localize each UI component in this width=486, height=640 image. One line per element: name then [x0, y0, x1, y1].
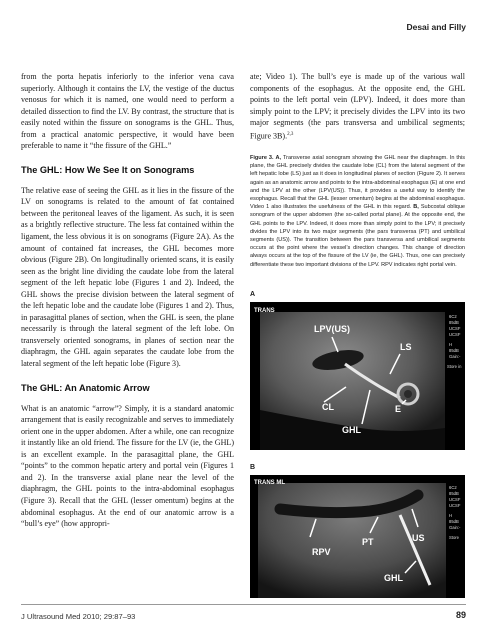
figure-b-info-5: 85dB	[449, 519, 459, 524]
figure-b-sonogram-graphic	[250, 475, 465, 598]
figure-a-info-0: 6C2	[449, 314, 457, 319]
figure-b-panel-label: B	[250, 464, 256, 471]
figure-a-panel-label: A	[250, 291, 256, 298]
figure-a-mode-text: TRANS	[254, 308, 275, 314]
footer-page-number: 89	[455, 610, 466, 620]
figure-a-side-info	[447, 314, 462, 369]
figure-b-side-info	[449, 485, 461, 540]
footer-rule	[21, 604, 466, 605]
figure-a-label-lpv: LPV(US)	[314, 324, 350, 334]
figure-b-info-7: Store	[449, 535, 460, 540]
figure-a-info-2: UCSF	[449, 326, 461, 331]
figure-caption-label: Figure 3.	[250, 154, 274, 161]
figure-a-label-ls: LS	[400, 342, 412, 352]
figure-b-info-1: 85dB	[449, 491, 459, 496]
intro-paragraph: from the porta hepatis inferiorly to the inferior vena cava superiorly. Although it contains the LV, the vestige of the ductus venosus for which it is named, one would need to perform a detailed dissection to find the LV. By contrast, the structure that is easily noted within the fissure on sonograms is the GHL. Thus, from a practical anatomic perspective, it would have been preferable to name it “the fissure of the GHL.”	[21, 72, 234, 151]
figure-b-label-us: US	[412, 533, 425, 543]
running-header-authors: Desai and Filly	[406, 22, 466, 32]
figure-a-info-4: H	[449, 342, 453, 347]
figure-caption-b-text: Subcostal oblique sonogram of the upper abdomen (the so-called portal plane). At the opposite end, the GHL points to the LPV. Indeed, it does more than simply point to the LPV; it precisely divides the LPV into its two major segments (the pars transversa (PT) and umbilical segments (US)). The transition between the pars transversa and umbilical segments occurs at the point where the vessel’s direction changes. This change of direction always occurs at the top of the fissure of the LV (ie, the GHL). Thus, one can precisely differentiate these two important divisions of the LPV. RPV indicates right portal vein.	[250, 204, 466, 268]
figure-a-label-cl: CL	[322, 402, 334, 412]
figure-b-label-ghl: GHL	[384, 573, 403, 583]
figure-a-info-1: 85dB	[449, 320, 459, 325]
figure-b-info-6: Gain:-	[449, 525, 461, 530]
figure-a-sonogram	[250, 302, 465, 450]
section-paragraph-anatomic-arrow: What is an anatomic “arrow”? Simply, it is a standard anatomic arrangement that is easily recognizable and serves to immediately orient one in the upper abdomen. After a while, one can recognize it instantly like an old friend. The fissure for the LV (ie, the GHL) is an excellent example. In the parasagittal plane, the GHL “points” to the common hepatic artery and portal vein (Figures 1 and 2). In the transverse axial plane near the level of the diaphragm, the GHL points to the intra-abdominal esophagus (Figure 3). Recall that the GHL (lesser omentum) begins at the abdominal esophagus. At the end of our anatomic arrow is a “bull’s eye” (how appropri-	[21, 403, 234, 529]
section-heading-how-we-see: The GHL: How We See It on Sonograms	[21, 164, 195, 175]
figure-a-label-e: E	[395, 404, 402, 414]
figure-b-sonogram	[250, 475, 465, 598]
figure-b-info-3: UCSF	[449, 503, 461, 508]
section-paragraph-how-we-see: The relative ease of seeing the GHL as it lies in the fissure of the LV on sonograms is related to the amount of fat contained between the peritoneal leaves of the ligament. As such, it is seen as a brightly reflective structure. The less fat contained within the ligament, the less obvious it is on sonograms (Figure 2A). As the amount of contained fat increases, the GHL becomes more obvious (Figure 2B). On longitudinally oriented scans, it is easily seen as the bright line dividing the caudate lobe from the lateral segment of the left hepatic lobe (Figures 1 and 2). Indeed, the GHL shows the precise division between the lateral segment of the left hepatic lobe and the caudate lobe (Figures 1 and 2). Thus, in parasagittal planes of section, when the GHL is seen, the plane necessarily is through the lateral segment of the left lobe. On transversely oriented sonograms, in planes of section near the diaphragm, the GHL again separates the caudate lobe from the lateral segment of the left hepatic lobe (Figure 3).	[21, 185, 234, 369]
figure-b-label-pt: PT	[362, 537, 374, 547]
figure-b-label-rpv: RPV	[312, 547, 331, 557]
section-heading-anatomic-arrow: The GHL: An Anatomic Arrow	[21, 382, 150, 393]
figure-a-bullseye-center	[404, 390, 412, 398]
figure-caption-a-text: Transverse axial sonogram showing the GHL near the diaphragm. In this plane, the GHL precisely divides the caudate lobe (CL) from the lateral segment of the left hepatic lobe (LS) just as it does in longitudinal planes of section (Figure 2). It serves again as an anatomic arrow and points to the intra-abdominal esophagus (E) at one end and the LPV at the other (LPV(US)). Thus, it provides a useful way to identify the esophagus. Recall that the GHL (lesser omentum) begins at the abdominal esophagus. Video 1 also illustrates the usefulness of the GHL in this regard.	[250, 154, 466, 211]
figure-b-info-2: UCSF	[449, 497, 461, 502]
figure-a-info-6: Gain:-	[449, 354, 461, 359]
figure-a-info-7: Store in	[447, 364, 462, 369]
figure-caption-a-marker: A,	[275, 154, 282, 161]
figure-3-caption	[250, 154, 465, 269]
figure-b-mode-text: TRANS ML	[254, 480, 285, 486]
continued-paragraph	[250, 71, 465, 142]
right-column	[250, 71, 465, 269]
figure-b-info-0: 6C2	[449, 485, 457, 490]
figure-a-sonogram-graphic	[250, 302, 465, 450]
footer-journal-citation: J Ultrasound Med 2010; 29:87–93	[21, 612, 136, 621]
figure-a-info-5: 85dB	[449, 348, 459, 353]
citation-superscript: 2,3	[287, 131, 294, 137]
figure-a-label-ghl: GHL	[342, 425, 361, 435]
continued-paragraph-text: ate; Video 1). The bull’s eye is made up of the various wall components of the esophagus. At the opposite end, the GHL points to the left portal vein (LPV). Indeed, it does more than simply point to the LPV; it precisely divides the LPV into its two major segments (the pars transversa and umbilical segments; Figure 3B).	[250, 72, 465, 141]
figure-a-info-3: UCSF	[449, 332, 461, 337]
left-column	[21, 71, 234, 530]
figure-b-info-4: H	[449, 513, 453, 518]
figure-caption-b-marker: B,	[413, 204, 419, 211]
